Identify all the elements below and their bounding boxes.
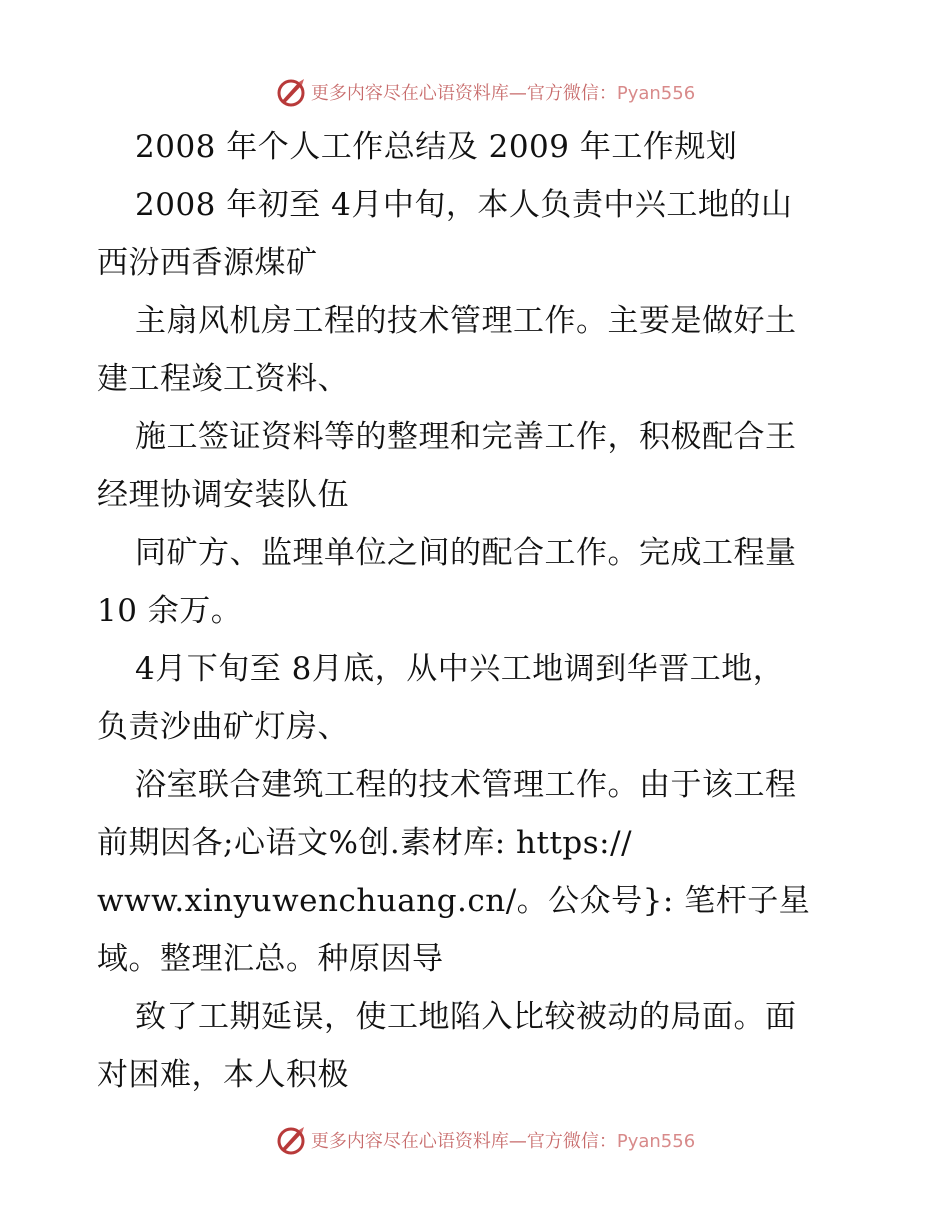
paragraph-line: 经理协调安装队伍	[97, 477, 349, 513]
quill-logo-icon	[275, 76, 307, 108]
banner-handle: Pyan556	[616, 1131, 696, 1152]
paragraph-line: 4月下旬至 8月底，从中兴工地调到华晋工地，	[135, 651, 785, 687]
paragraph-line: 域。整理汇总。种原因导	[97, 941, 444, 977]
banner-text: 更多内容尽在心语资料库—官方微信：	[310, 83, 617, 104]
quill-logo-icon	[275, 1124, 307, 1156]
paragraph-line: 浴室联合建筑工程的技术管理工作。由于该工程	[135, 767, 797, 803]
paragraph-line: 致了工期延误，使工地陷入比较被动的局面。面	[135, 999, 797, 1035]
paragraph-line: 2008 年初至 4月中旬，本人负责中兴工地的山	[135, 187, 793, 223]
document-body	[97, 118, 857, 1104]
footer-watermark-banner	[0, 1120, 950, 1160]
paragraph-line: 施工签证资料等的整理和完善工作，积极配合王	[135, 419, 797, 455]
paragraph-line: 主扇风机房工程的技术管理工作。主要是做好土	[135, 303, 797, 339]
paragraph-line: 同矿方、监理单位之间的配合工作。完成工程量	[135, 535, 797, 571]
paragraph-line: 前期因各;心语文%创.素材库: https://	[97, 825, 633, 861]
banner-handle: Pyan556	[616, 83, 696, 104]
paragraph-line: 建工程竣工资料、	[97, 361, 349, 397]
paragraph-line: www.xinyuwenchuang.cn/。公众号}: 笔杆子星	[97, 883, 811, 919]
paragraph-line: 10 余万。	[97, 593, 243, 629]
paragraph-line: 对困难，本人积极	[97, 1057, 349, 1093]
banner-text: 更多内容尽在心语资料库—官方微信：	[310, 1131, 617, 1152]
paragraph-line: 西汾西香源煤矿	[97, 245, 318, 281]
document-title: 2008 年个人工作总结及 2009 年工作规划	[135, 129, 738, 165]
header-watermark-banner	[0, 72, 950, 112]
paragraph-line: 负责沙曲矿灯房、	[97, 709, 349, 745]
